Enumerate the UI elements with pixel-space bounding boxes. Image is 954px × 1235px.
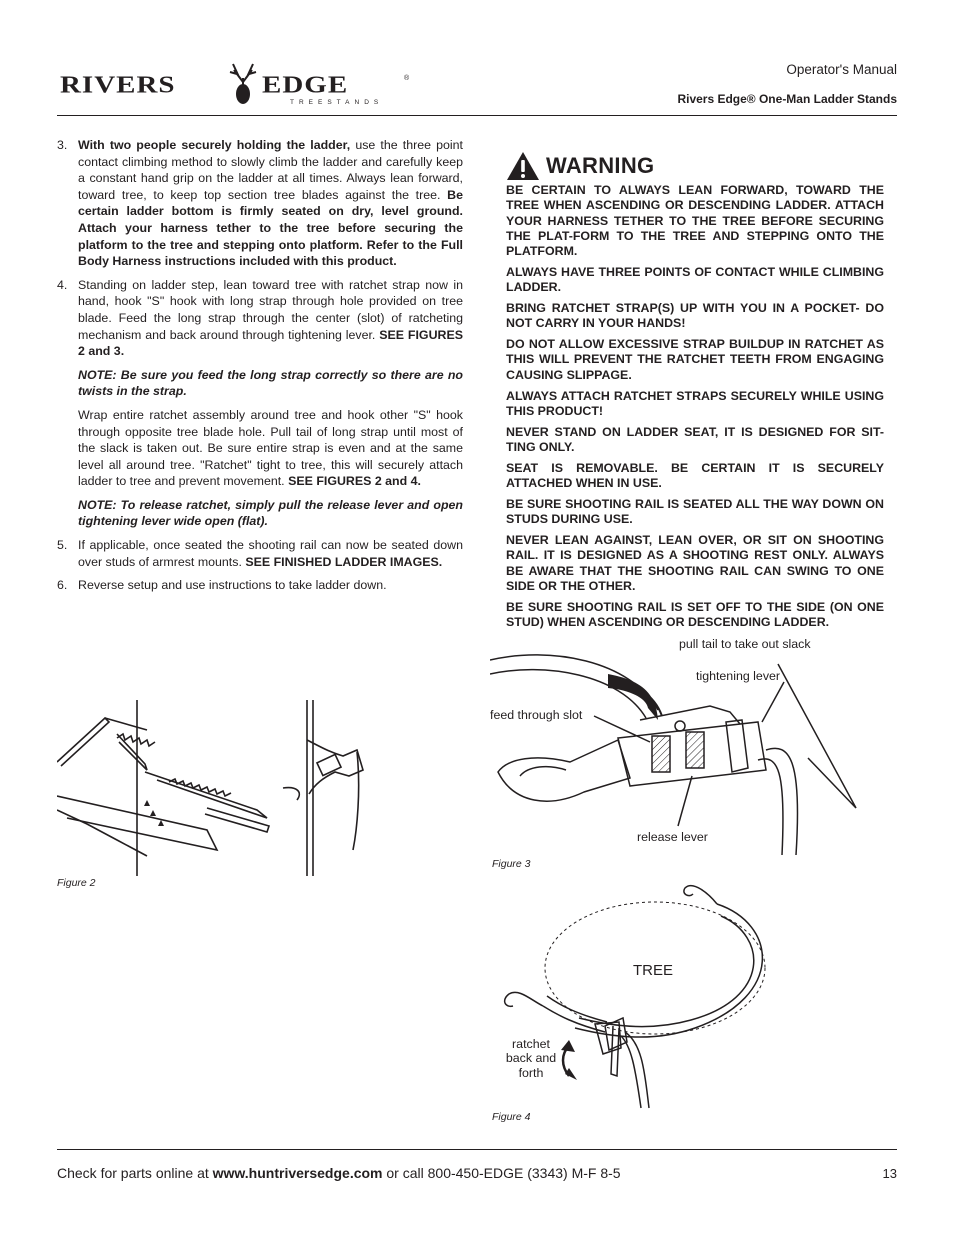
warning-item: ALWAYS HAVE THREE POINTS OF CONTACT WHILE CLIMBING LADDER. — [506, 264, 884, 295]
note-release-ratchet: NOTE: To release ratchet, simply pull the release lever and open tightening lever wide open (flat). — [78, 497, 463, 529]
rivers-edge-logo — [58, 60, 418, 106]
warning-item: SEAT IS REMOVABLE. BE CERTAIN IT IS SECURELY ATTACHED WHEN IN USE. — [506, 460, 884, 491]
label-feed-through-slot: feed through slot — [490, 708, 583, 722]
note-no-twists: NOTE: Be sure you feed the long strap correctly so there are no twists in the strap. — [78, 367, 463, 399]
label-ratchet: ratchet — [512, 1037, 550, 1051]
figure-3-illustration — [490, 650, 890, 855]
label-pull-tail: pull tail to take out slack — [679, 637, 811, 651]
warning-item: BE SURE SHOOTING RAIL IS SET OFF TO THE SIDE (ON ONE STUD) WHEN ASCENDING OR DESCENDING LADDER. — [506, 599, 884, 629]
svg-text:EDGE: EDGE — [262, 70, 349, 98]
label-release-lever: release lever — [637, 830, 708, 844]
step-4: 4. Standing on ladder step, lean toward tree with ratchet strap now in hand, hook "S" hook with long strap through hole provided on tree blade. Feed the long strap through the center (slot) of ratcheting mechanism and back around through tightening lever. SEE FIGURES 2 and 3. NOTE: Be sure you feed the long strap correctly so there are no twists in the strap. Wrap entire ratchet assembly around tree and hook other "S" hook through opposite tree blade hole. Pull tail of long strap until most of the slack is taken out. Be sure entire strap is even and at the same level all around tree. "Ratchet" tight to tree, this will securely attach ladder to tree and prevent movement. SEE FIGURES 2 and 4. NOTE: To release ratchet, simply pull the release lever and open tightening lever wide open (flat). — [57, 277, 463, 529]
warning-item: NEVER LEAN AGAINST, LEAN OVER, OR SIT ON SHOOTING RAIL. IT IS DESIGNED AS A SHOOTING REST ONLY. ALWAYS BE AWARE THAT THE SHOOTING RAIL CAN SWING TO ONE SIDE OR THE OTHER. — [506, 532, 884, 593]
label-forth: forth — [518, 1066, 544, 1080]
footer-rule — [57, 1149, 897, 1150]
step-6: 6. Reverse setup and use instructions to take ladder down. — [57, 578, 387, 593]
warning-item: ALWAYS ATTACH RATCHET STRAPS SECURELY WHILE USING THIS PRODUCT! — [506, 388, 884, 418]
label-tightening-lever: tightening lever — [696, 669, 781, 683]
page-number: 13 — [882, 1166, 897, 1181]
step-5: 5. If applicable, once seated the shooting rail can now be seated down over studs of armrest mounts. SEE FINISHED LADDER IMAGES. — [57, 538, 463, 569]
manual-title: Operator's Manual — [786, 62, 897, 77]
warning-item: BE CERTAIN TO ALWAYS LEAN FORWARD, TOWARD THE TREE WHEN ASCENDING OR DESCENDING LADDER. ATTACH YOUR HARNESS TETHER TO THE TREE BEFORE SECURING THE PLAT-FORM TO THE TREE AND STEPPING ONTO THE PLATFORM. — [506, 183, 884, 259]
svg-text:®: ® — [404, 75, 410, 82]
svg-text:RIVERS: RIVERS — [60, 70, 176, 98]
header-rule — [57, 115, 897, 116]
warning-item: BRING RATCHET STRAP(S) UP WITH YOU IN A POCKET- DO NOT CARRY IN YOUR HANDS! — [506, 301, 884, 331]
figure-2-caption: Figure 2 — [57, 877, 96, 889]
warning-item: BE SURE SHOOTING RAIL IS SEATED ALL THE WAY DOWN ON STUDS DURING USE. — [506, 496, 884, 527]
instruction-steps — [57, 137, 463, 601]
figure-3-caption: Figure 3 — [492, 858, 531, 870]
step-3: 3. With two people securely holding the ladder, use the three point contact climbing method to slowly climb the ladder and carefully keep a constant hand grip on the ladder at all times. Always lean forward, toward tree, to keep top section tree blades against the tree. Be certain ladder bottom is firmly seated on dry, level ground. Attach your harness tether to the tree before securing the platform to the tree and stepping onto platform. Refer to the Full Body Harness instructions included with this product. — [57, 138, 463, 269]
deer-antler-icon — [230, 64, 256, 103]
label-back-and: back and — [505, 1051, 557, 1065]
product-name: Rivers Edge® One-Man Ladder Stands — [677, 92, 897, 106]
figure-4-caption: Figure 4 — [492, 1111, 531, 1123]
footer-text: Check for parts online at www.huntriversedge.com or call 800-450-EDGE (3343) M-F 8-5 — [57, 1165, 621, 1181]
svg-text:TREESTANDS: TREESTANDS — [290, 99, 384, 106]
label-tree: TREE — [633, 962, 674, 979]
warning-heading: WARNING — [506, 151, 654, 181]
warning-list — [506, 183, 884, 636]
warning-item: DO NOT ALLOW EXCESSIVE STRAP BUILDUP IN RATCHET AS THIS WILL PREVENT THE RATCHET TEETH FROM ENGAGING CAUSING SLIPPAGE. — [506, 337, 884, 382]
warning-item: NEVER STAND ON LADDER SEAT, IT IS DESIGNED FOR SIT-TING ONLY. — [506, 424, 884, 454]
warning-triangle-icon — [506, 151, 540, 181]
figure-2-illustration — [57, 700, 377, 876]
website-link[interactable]: www.huntriversedge.com — [212, 1165, 383, 1181]
